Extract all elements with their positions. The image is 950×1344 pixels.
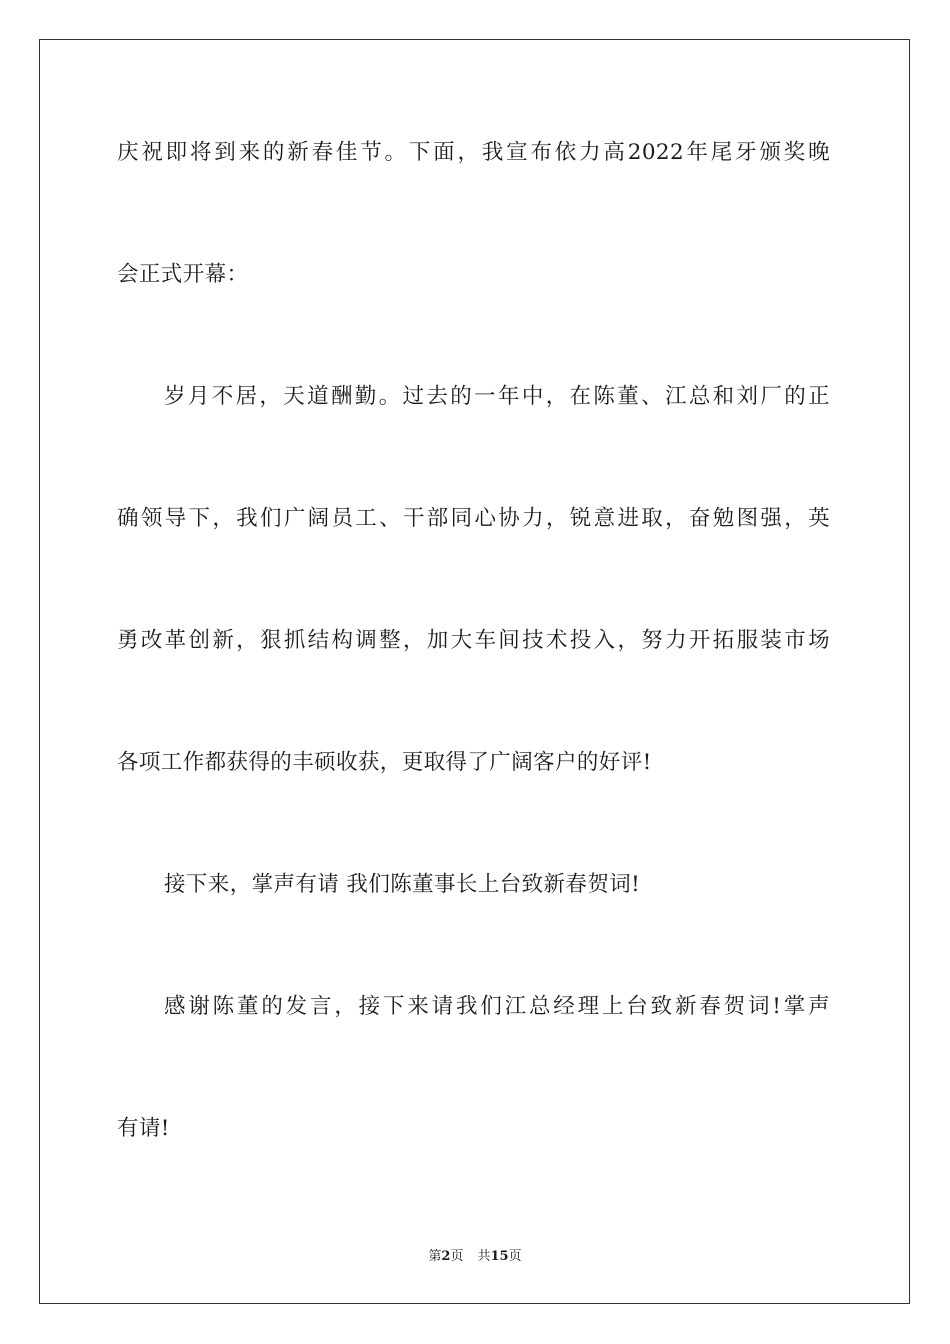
body-line-2: 会正式开幕： [117, 262, 249, 287]
body-line-4: 确领导下，我们广阔员工、干部同心协力，锐意进取，奋勉图强，英 [117, 506, 830, 531]
footer-page-prefix: 第 [428, 1249, 442, 1264]
body-line-5: 勇改革创新，狠抓结构调整，加大车间技术投入，努力开拓服装市场 [117, 628, 830, 653]
body-line-8: 感谢陈董的发言，接下来请我们江总经理上台致新春贺词!掌声 [164, 994, 830, 1019]
page-footer [0, 1248, 950, 1266]
footer-total-unit: 页 [508, 1249, 522, 1264]
footer-page-unit: 页 [450, 1249, 464, 1264]
footer-page-total: 15 [490, 1249, 509, 1264]
body-line-9: 有请! [117, 1116, 170, 1141]
body-line-7: 接下来，掌声有请 我们陈董事长上台致新春贺词! [164, 872, 641, 897]
body-line-6: 各项工作都获得的丰硕收获，更取得了广阔客户的好评! [117, 750, 652, 775]
footer-page-current: 2 [441, 1249, 451, 1264]
footer-total-prefix: 共 [477, 1249, 491, 1264]
body-line-3: 岁月不居，天道酬勤。过去的一年中，在陈董、江总和刘厂的正 [164, 384, 830, 409]
body-line-1: 庆祝即将到来的新春佳节。下面，我宣布依力高2022年尾牙颁奖晚 [117, 140, 830, 165]
